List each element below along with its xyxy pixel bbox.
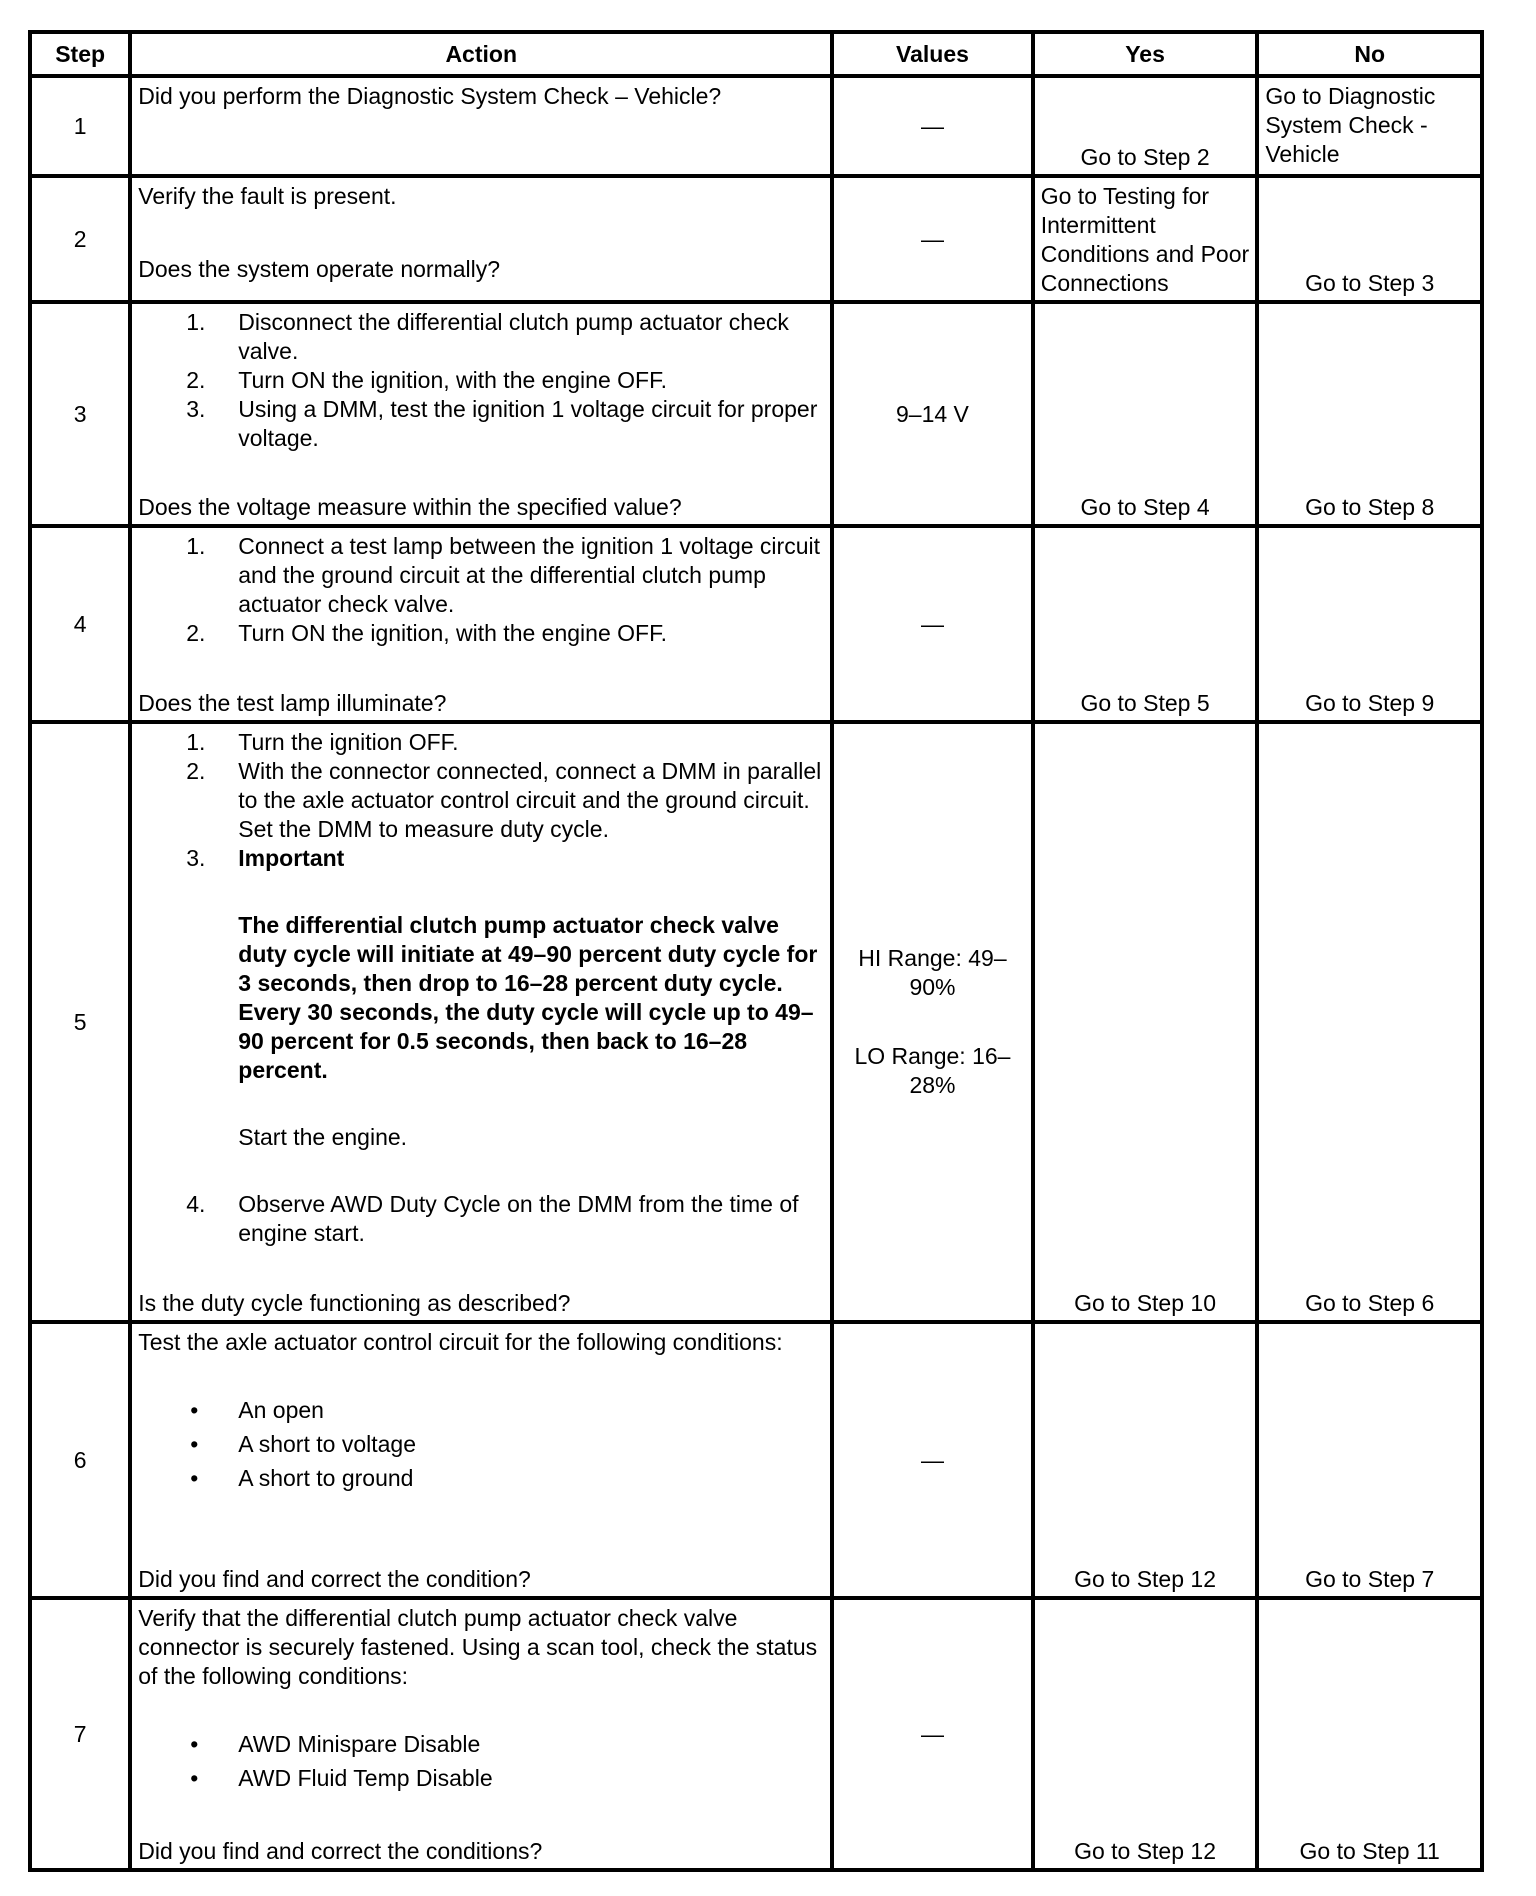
no-cell (1257, 722, 1482, 1322)
yes-link[interactable]: Go to Testing for Intermittent Conditions and Poor Connections (1040, 183, 1250, 296)
action-cell (130, 1322, 832, 1598)
table-row (30, 176, 1482, 302)
action-question: Did you find and correct the conditions? (138, 1838, 543, 1864)
important-note: The differential clutch pump actuator check valve duty cycle will initiate at 49–90 percent duty cycle for 3 seconds, then drop to 16–28 percent duty cycle. Every 30 seconds, the duty cycle will cycle up to 49–90 percent for 0.5 seconds, then back to 16–28 percent. (238, 912, 818, 1083)
step-number: 6 (30, 1322, 130, 1598)
yes-cell (1033, 302, 1258, 526)
no-link[interactable]: Go to Step 7 (1305, 1566, 1435, 1592)
values-cell: — (832, 176, 1033, 302)
no-link[interactable]: Go to Step 8 (1305, 494, 1435, 520)
action-cell (130, 302, 832, 526)
action-cell (130, 76, 832, 176)
table-row (30, 302, 1482, 526)
value-lo-range: LO Range: 16–28% (854, 1043, 1011, 1098)
yes-cell (1033, 176, 1258, 302)
yes-link[interactable]: Go to Step 10 (1074, 1290, 1216, 1316)
action-cell (130, 1598, 832, 1870)
step-number: 1 (30, 76, 130, 176)
action-cell (130, 526, 832, 722)
yes-cell (1033, 722, 1258, 1322)
action-question: Does the system operate normally? (138, 256, 501, 282)
header-values: Values (832, 32, 1033, 76)
values-cell: 9–14 V (832, 302, 1033, 526)
list-item: 1. Disconnect the differential clutch pump actuator check valve. (186, 309, 789, 364)
list-item: 3. Important The differential clutch pump actuator check valve duty cycle will initiate at 49–90 percent duty cycle for 3 seconds, then drop to 16–28 percent duty cycle. Every 30 seconds, the duty cycle will cycle up to 49–90 percent for 0.5 seconds, then back to 16–28 percent. Start the engine. (138, 844, 824, 1152)
yes-link[interactable]: Go to Step 12 (1074, 1566, 1216, 1592)
values-cell: — (832, 1322, 1033, 1598)
values-cell (832, 722, 1033, 1322)
no-cell (1257, 526, 1482, 722)
yes-cell (1033, 76, 1258, 176)
condition-list (138, 1393, 824, 1495)
header-step: Step (30, 32, 130, 76)
header-no: No (1257, 32, 1482, 76)
action-steps (138, 728, 824, 1248)
no-cell (1257, 1322, 1482, 1598)
step-number: 4 (30, 526, 130, 722)
action-cell (130, 722, 832, 1322)
yes-link[interactable]: Go to Step 12 (1074, 1838, 1216, 1864)
action-question: Does the voltage measure within the specified value? (138, 494, 682, 520)
action-question: Did you find and correct the condition? (138, 1566, 531, 1592)
header-yes: Yes (1033, 32, 1258, 76)
header-row (30, 32, 1482, 76)
yes-cell (1033, 1598, 1258, 1870)
no-link[interactable]: Go to Step 6 (1305, 1290, 1435, 1316)
list-item: • An open (190, 1397, 324, 1423)
table-row (30, 76, 1482, 176)
list-item: 3. Using a DMM, test the ignition 1 voltage circuit for proper voltage. (186, 396, 818, 451)
start-engine-text: Start the engine. (238, 1124, 408, 1150)
values-cell: — (832, 1598, 1033, 1870)
table-row (30, 526, 1482, 722)
yes-cell (1033, 1322, 1258, 1598)
action-text: Did you perform the Diagnostic System Check – Vehicle? (138, 83, 722, 109)
list-item: • AWD Minispare Disable (190, 1731, 481, 1757)
list-item: 4. Observe AWD Duty Cycle on the DMM from the time of engine start. (186, 1191, 799, 1246)
yes-cell (1033, 526, 1258, 722)
no-cell (1257, 176, 1482, 302)
list-item: 1. Turn the ignition OFF. (186, 729, 459, 755)
step-number: 3 (30, 302, 130, 526)
diagnostic-table (28, 30, 1484, 1872)
values-cell: — (832, 526, 1033, 722)
action-steps (138, 308, 824, 453)
no-cell (1257, 1598, 1482, 1870)
no-link[interactable]: Go to Step 9 (1305, 690, 1435, 716)
list-item: 2. Turn ON the ignition, with the engine OFF. (186, 367, 667, 393)
step-number: 2 (30, 176, 130, 302)
header-action: Action (130, 32, 832, 76)
yes-link[interactable]: Go to Step 4 (1080, 494, 1210, 520)
list-item: 1. Connect a test lamp between the ignition 1 voltage circuit and the ground circuit at the differential clutch pump actuator check valve. (186, 533, 820, 617)
step-number: 7 (30, 1598, 130, 1870)
action-steps (138, 532, 824, 648)
list-item: • A short to voltage (190, 1431, 416, 1457)
list-item: 2. With the connector connected, connect a DMM in parallel to the axle actuator control circuit and the ground circuit. Set the DMM to measure duty cycle. (186, 758, 822, 842)
list-item: • A short to ground (190, 1465, 414, 1491)
action-text: Verify that the differential clutch pump actuator check valve connector is securely fastened. Using a scan tool, check the status of the following conditions: (138, 1605, 818, 1689)
condition-list (138, 1727, 824, 1795)
table-row (30, 722, 1482, 1322)
no-cell (1257, 76, 1482, 176)
list-item: • AWD Fluid Temp Disable (190, 1765, 493, 1791)
action-question: Is the duty cycle functioning as described? (138, 1290, 571, 1316)
action-question: Does the test lamp illuminate? (138, 690, 447, 716)
value-hi-range: HI Range: 49–90% (858, 945, 1007, 1000)
action-text: Verify the fault is present. (138, 183, 397, 209)
step-number: 5 (30, 722, 130, 1322)
no-cell (1257, 302, 1482, 526)
action-text: Test the axle actuator control circuit for the following conditions: (138, 1329, 783, 1355)
no-link[interactable]: Go to Step 3 (1305, 270, 1435, 296)
no-link[interactable]: Go to Step 11 (1299, 1838, 1440, 1864)
list-item: 2. Turn ON the ignition, with the engine OFF. (186, 620, 667, 646)
table-row (30, 1322, 1482, 1598)
values-cell: — (832, 76, 1033, 176)
table-row (30, 1598, 1482, 1870)
yes-link[interactable]: Go to Step 5 (1080, 690, 1210, 716)
important-heading: Important (238, 845, 345, 871)
action-cell (130, 176, 832, 302)
no-link[interactable]: Go to Diagnostic System Check - Vehicle (1265, 83, 1436, 167)
yes-link[interactable]: Go to Step 2 (1080, 144, 1210, 170)
